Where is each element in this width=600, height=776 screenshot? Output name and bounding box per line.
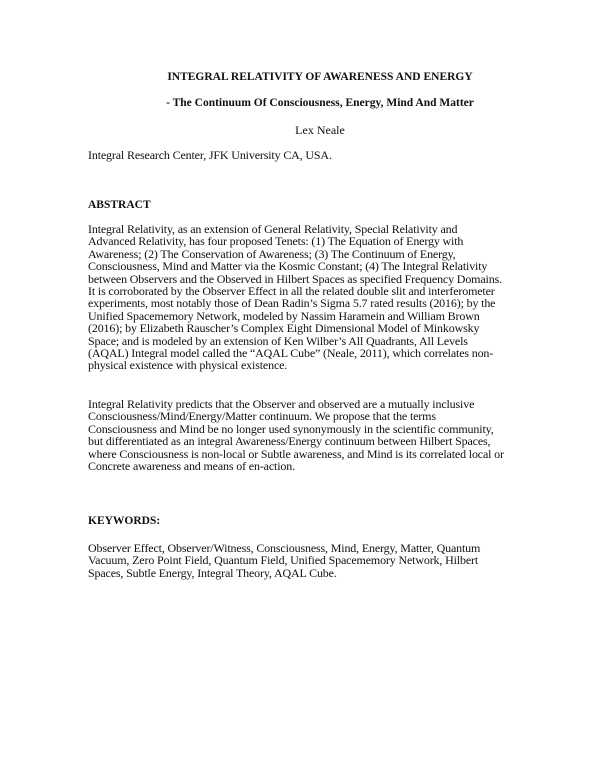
text-line: Concrete awareness and means of en-action. — [88, 459, 295, 474]
keywords-list — [88, 542, 552, 579]
paper-subtitle: - The Continuum Of Consciousness, Energy, Mind And Matter — [166, 97, 474, 109]
text-line: Unified Spacememory Network, modeled by Nassim Haramein and William Brown — [88, 308, 480, 323]
paper-title: INTEGRAL RELATIVITY OF AWARENESS AND ENERGY — [167, 71, 473, 83]
text-line: experiments, most notably those of Dean Radin’s Sigma 5.7 rated results (2016); by the — [88, 296, 496, 311]
text-line: Awareness; (2) The Conservation of Awareness; (3) The Continuum of Energy, — [88, 246, 456, 261]
text-line: Integral Relativity predicts that the Observer and observed are a mutually inclusive — [88, 397, 475, 411]
affiliation: Integral Research Center, JFK University CA, USA. — [88, 148, 332, 162]
text-line: Consciousness/Mind/Energy/Matter continuum. We propose that the terms — [88, 409, 436, 424]
text-line: physical existence with physical existence. — [88, 358, 288, 373]
text-line: (2016); by Elizabeth Rauscher’s Complex Eight Dimensional Model of Minkowsky — [88, 321, 480, 336]
text-line: Observer Effect, Observer/Witness, Consciousness, Mind, Energy, Matter, Quantum — [88, 541, 481, 555]
text-line: but differentiated as an integral Awareness/Energy continuum between Hilbert Spaces, — [88, 434, 491, 449]
text-line: Advanced Relativity, has four proposed Tenets: (1) The Equation of Energy with — [88, 234, 464, 249]
text-line: Spaces, Subtle Energy, Integral Theory, AQAL Cube. — [88, 565, 337, 580]
text-line: It is corroborated by the Observer Effect in all the related double slit and interferometer — [88, 284, 495, 299]
text-line: Consciousness, Mind and Matter via the Kosmic Constant; (4) The Integral Relativity — [88, 259, 488, 274]
text-line: Consciousness and Mind be no longer used synonymously in the scientific community, — [88, 421, 494, 436]
keywords-heading: KEYWORDS: — [88, 515, 161, 527]
author: Lex Neale — [295, 123, 345, 137]
text-line: between Observers and the Observed in Hilbert Spaces as specified Frequency Domains. — [88, 271, 502, 286]
abstract-paragraph-1 — [88, 223, 552, 372]
text-line: Vacuum, Zero Point Field, Quantum Field, Unified Spacememory Network, Hilbert — [88, 553, 479, 568]
abstract-heading: ABSTRACT — [88, 199, 151, 211]
abstract-paragraph-2 — [88, 398, 552, 472]
text-line: Space; and is modeled by an extension of Ken Wilber’s All Quadrants, All Levels — [88, 333, 468, 348]
text-line: where Consciousness is non-local or Subtle awareness, and Mind is its correlated local or — [88, 446, 504, 461]
text-line: Integral Relativity, as an extension of General Relativity, Special Relativity and — [88, 222, 458, 236]
text-line: (AQAL) Integral model called the “AQAL Cube” (Neale, 2011), which correlates non- — [88, 346, 494, 361]
